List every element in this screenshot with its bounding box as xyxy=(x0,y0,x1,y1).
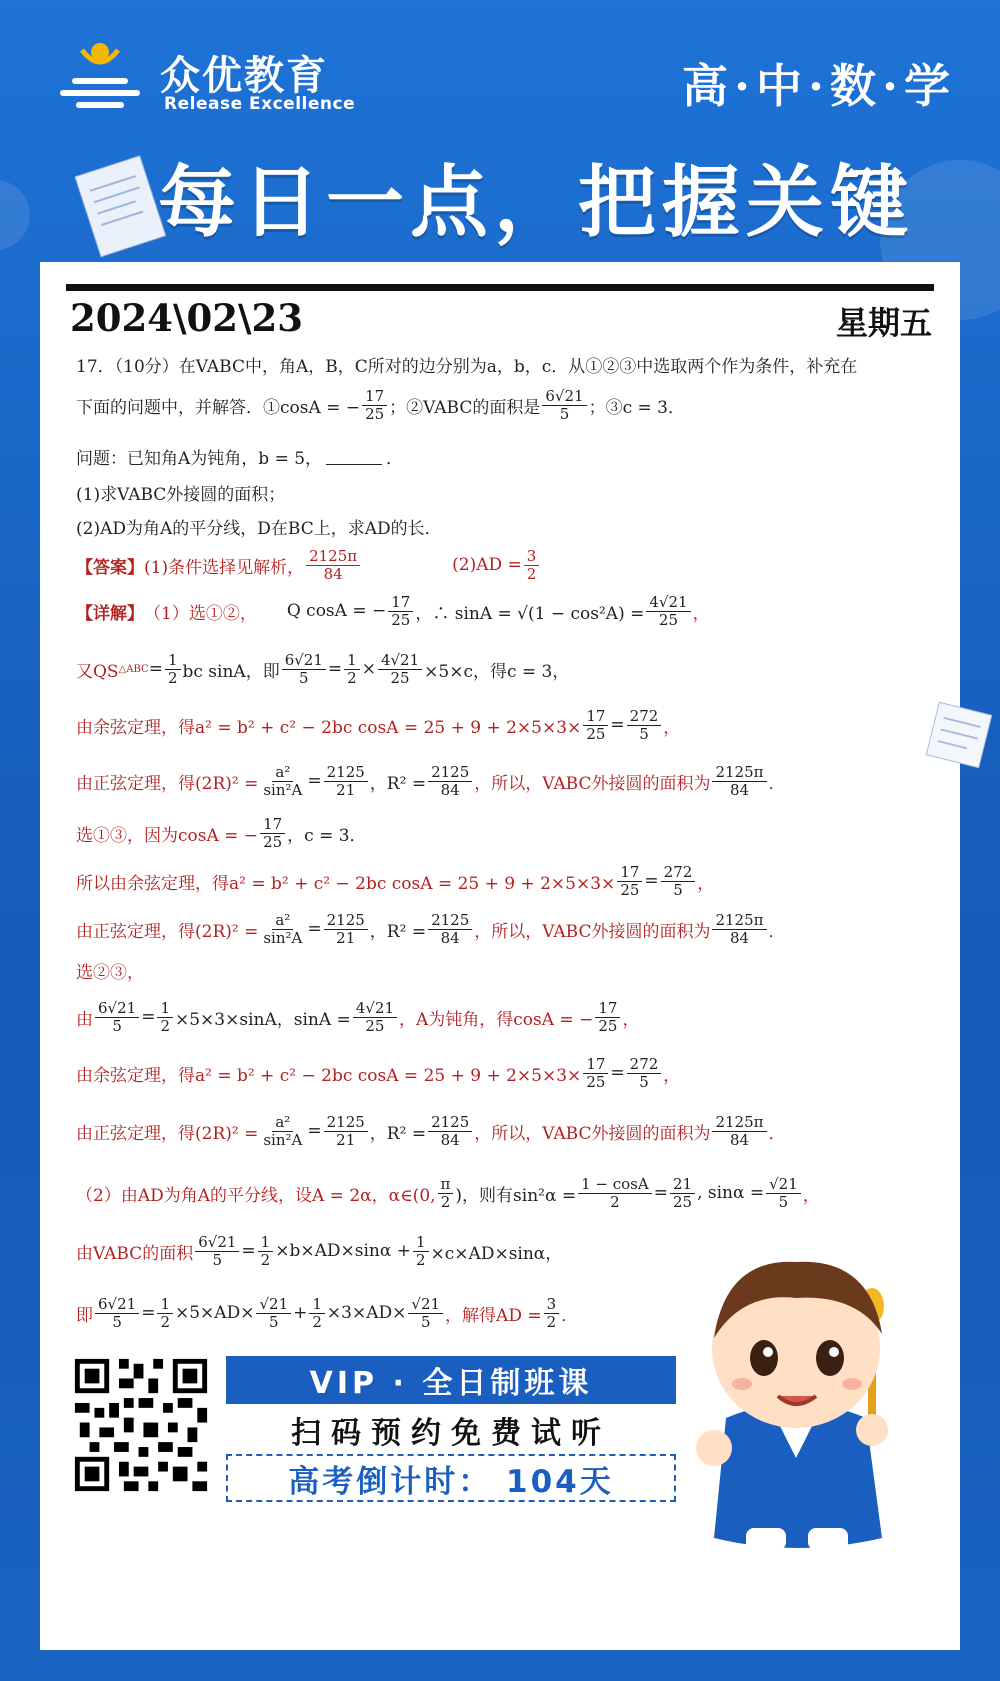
date: 2024\02\23 xyxy=(70,296,303,340)
solution-line: 由余弦定理，得a² = b² + c² − 2bc cosA = 25 + 9 + 2×5×3× $\frac{17}{25}$ = $\frac{272}{5}$ ， xyxy=(76,1055,681,1091)
brand-name: 众优教育 xyxy=(160,53,328,99)
solution-line: 由余弦定理，得a² = b² + c² − 2bc cosA = 25 + 9 + 2×5×3× $\frac{17}{25}$ = $\frac{272}{5}$ ， xyxy=(76,707,681,743)
solution-line: 由 $\frac{6√21}{5}$ = $\frac{1}{2}$ ×5×3×sinA，sinA = $\frac{4√21}{25}$ ，A为钝角，得cosA = − $\frac{17}{25}$ ， xyxy=(76,999,640,1035)
solution-line: 即 $\frac{6√21}{5}$ = $\frac{1}{2}$ ×5×AD× $\frac{√21}{5}$ + $\frac{1}{2}$ ×3×AD× $\frac{√21}{5}$ ，解得AD = $\frac{3}{2}$ ． xyxy=(76,1295,579,1331)
solution-line: 由VABC的面积 $\frac{6√21}{5}$ = $\frac{1}{2}$ ×b×AD×sinα + $\frac{1}{2}$ ×c×AD×sinα， xyxy=(76,1233,563,1269)
exam-countdown: 高考倒计时： 104天 xyxy=(226,1454,676,1502)
solution-line: 由正弦定理，得(2R)² = $\frac{\text{a²}}{\text{sin²A}}$ = $\frac{2125}{21}$ ，R² = $\frac{2125}{84}$ ，所以，VABC外接圆的面积为 $\frac{2125\pi}{84}$ ． xyxy=(76,1113,786,1149)
brand-logo-icon xyxy=(56,40,144,112)
question-2: (2)AD为角A的平分线，D在BC上，求AD的长． xyxy=(76,519,442,539)
question-1: (1)求VABC外接圆的面积； xyxy=(76,485,286,505)
problem-line: 问题：已知角A为钝角，b = 5， ． xyxy=(76,449,404,469)
scan-to-book-text: 扫码预约免费试听 xyxy=(291,1416,611,1451)
weekday: 星期五 xyxy=(835,304,932,342)
answer-line: 【答案】 (1)条件选择见解析， $\frac{2125\pi}{84}$ (2)AD = $\frac{3}{2}$ xyxy=(76,548,541,582)
solution-line: （2）由AD为角A的平分线，设A = 2α，α∈(0, $\frac{\pi}{2}$ )，则有sin²α = $\frac{1 - \cos A}{2}$ = $\frac{21}{25}$ , sinα = $\frac{√21}{5}$ ， xyxy=(76,1175,820,1211)
solution-line: 由正弦定理，得(2R)² = $\frac{\text{a²}}{\text{sin²A}}$ = $\frac{2125}{21}$ ，R² = $\frac{2125}{84}$ ，所以，VABC外接圆的面积为 $\frac{2125\pi}{84}$ ． xyxy=(76,911,786,947)
solution-line: 选②③， xyxy=(76,963,144,983)
solution-line: 选①③，因为cosA = − $\frac{17}{25}$ ，c = 3． xyxy=(76,815,367,851)
subject-title: 高·中·数·学 xyxy=(681,59,956,113)
problem-line: 下面的问题中，并解答．①cosA = − $\frac{17}{25}$ ；②VABC的面积是 $\frac{6√21}{5}$ ；③c = 3． xyxy=(76,387,685,423)
qr-code-icon[interactable] xyxy=(70,1354,212,1496)
solution-line: 【详解】 （1）选①②， Q cosA = − $\frac{17}{25}$ ，∴ sinA = √(1 − cos²A) = $\frac{4√21}{25}$ ， xyxy=(76,593,710,629)
slogan: 每日一点，把握关键 xyxy=(158,158,915,248)
mascot-illustration xyxy=(686,1248,906,1560)
brand-tagline: Release Excellence xyxy=(164,94,356,114)
answer-blank xyxy=(326,448,382,465)
paper-decoration-icon xyxy=(924,700,994,770)
solution-line: 所以由余弦定理，得a² = b² + c² − 2bc cosA = 25 + 9 + 2×5×3× $\frac{17}{25}$ = $\frac{272}{5}$ ， xyxy=(76,863,715,899)
problem-line: 17．（10分）在VABC中，角A，B，C所对的边分别为a，b，c．从①②③中选取两个作为条件，补充在 xyxy=(76,357,858,377)
header-rule xyxy=(66,284,934,291)
solution-line: 由正弦定理，得(2R)² = $\frac{\text{a²}}{\text{sin²A}}$ = $\frac{2125}{21}$ ，R² = $\frac{2125}{84}$ ，所以，VABC外接圆的面积为 $\frac{2125\pi}{84}$ ． xyxy=(76,763,786,799)
vip-class-banner[interactable]: VIP · 全日制班课 xyxy=(226,1356,676,1404)
solution-line: 又QS △ABC = $\frac{1}{2}$ bc sinA，即 $\frac{6√21}{5}$ = $\frac{1}{2}$ × $\frac{4√21}{25}$ ×5×c，得c = 3， xyxy=(76,651,570,687)
